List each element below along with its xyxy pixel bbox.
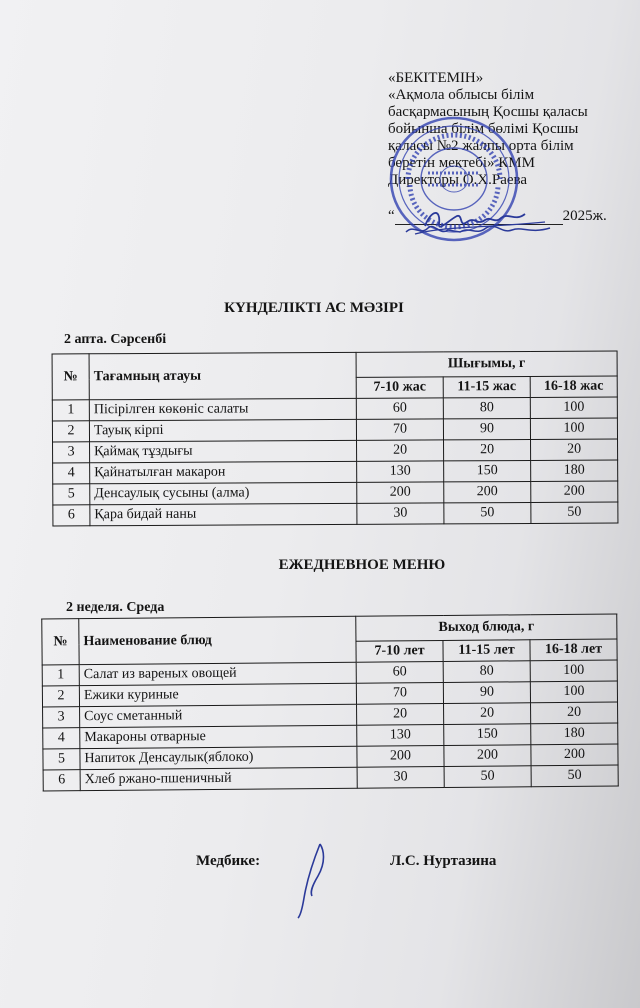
- column-header-num: №: [52, 354, 89, 400]
- menu-subtitle-kz: 2 апта. Сәрсенбі: [64, 332, 167, 347]
- approval-line: бойынша білім бөлімі Қосшы: [388, 121, 579, 137]
- dish-name: Денсаулық сусыны (алма): [90, 482, 357, 504]
- portion-value: 20: [444, 439, 531, 460]
- column-header-age: 16-18 лет: [530, 639, 617, 661]
- date-year: 2025ж.: [562, 208, 607, 224]
- row-number: 1: [52, 400, 89, 421]
- row-number: 3: [43, 707, 80, 728]
- portion-value: 20: [444, 703, 531, 725]
- table-row: [52, 418, 617, 442]
- dish-name: Қара бидай наны: [90, 503, 357, 525]
- portion-value: 200: [357, 746, 444, 768]
- row-number: 3: [53, 442, 90, 463]
- approval-date-line: [388, 208, 628, 225]
- column-header-name: Наименование блюд: [79, 616, 356, 664]
- portion-value: 130: [357, 725, 444, 747]
- row-number: 5: [53, 484, 90, 505]
- portion-value: 100: [530, 660, 617, 682]
- menu-title-ru: ЕЖЕДНЕВНОЕ МЕНЮ: [278, 557, 446, 573]
- portion-value: 100: [530, 418, 617, 439]
- approval-line: Директоры О.Х.Раева: [388, 172, 528, 188]
- portion-value: 100: [530, 681, 617, 703]
- portion-value: 90: [443, 418, 530, 439]
- dish-name: Салат из вареных овощей: [79, 662, 356, 685]
- portion-value: 20: [531, 439, 618, 460]
- portion-value: 30: [357, 767, 444, 789]
- dish-name: Қайнатылған макарон: [90, 461, 357, 483]
- portion-value: 20: [531, 702, 618, 724]
- column-header-age: 7-10 лет: [356, 641, 443, 663]
- dish-name: Соус сметанный: [80, 704, 357, 727]
- approval-block: [388, 70, 628, 225]
- portion-value: 50: [444, 766, 531, 788]
- approval-line: беретін мектебі» КММ: [388, 155, 535, 171]
- row-number: 5: [43, 749, 80, 770]
- nurse-label: Медбике:: [196, 853, 261, 869]
- column-header-name: Тағамның атауы: [89, 352, 356, 399]
- portion-value: 50: [531, 765, 618, 787]
- column-header-age: 16-18 жас: [530, 376, 617, 397]
- portion-value: 180: [531, 460, 618, 481]
- portion-value: 60: [356, 398, 443, 419]
- nurse-name: Л.С. Нуртазина: [390, 853, 497, 869]
- menu-subtitle-ru: 2 неделя. Среда: [66, 600, 165, 615]
- column-header-yield: Шығымы, г: [356, 351, 617, 377]
- dish-name: Ежики куриные: [79, 683, 356, 706]
- portion-value: 80: [443, 661, 530, 683]
- column-header-age: 11-15 лет: [443, 640, 530, 662]
- dish-name: Пісірілген көкөніс салаты: [89, 398, 356, 420]
- portion-value: 50: [531, 502, 618, 523]
- row-number: 4: [53, 463, 90, 484]
- column-header-age: 7-10 жас: [356, 377, 443, 398]
- approval-line: басқармасының Қосшы қаласы: [388, 104, 588, 120]
- dish-name: Хлеб ржано-пшеничный: [80, 767, 357, 790]
- portion-value: 200: [444, 481, 531, 502]
- dish-name: Тауық кірпі: [89, 419, 356, 441]
- dish-name: Макароны отварные: [80, 725, 357, 748]
- approval-line: «Ақмола облысы білім: [388, 87, 535, 103]
- row-number: 2: [52, 421, 89, 442]
- portion-value: 20: [357, 440, 444, 461]
- portion-value: 30: [357, 503, 444, 524]
- portion-value: 200: [531, 744, 618, 766]
- portion-value: 200: [444, 745, 531, 767]
- dish-name: Қаймақ тұздығы: [90, 440, 357, 462]
- menu-title-kz: КҮНДЕЛІКТІ АС МӘЗІРІ: [224, 300, 404, 316]
- menu-table-ru: [41, 613, 618, 791]
- row-number: 1: [42, 665, 79, 686]
- portion-value: 130: [357, 461, 444, 482]
- date-blank: [395, 210, 563, 225]
- table-row: [52, 397, 617, 421]
- portion-value: 50: [444, 502, 531, 523]
- portion-value: 200: [357, 482, 444, 503]
- portion-value: 20: [357, 704, 444, 726]
- approval-line: қаласы №2 жалпы орта білім: [388, 138, 574, 154]
- table-row: [53, 460, 618, 484]
- portion-value: 180: [531, 723, 618, 745]
- table-row: [53, 502, 618, 526]
- row-number: 2: [42, 686, 79, 707]
- portion-value: 80: [443, 397, 530, 418]
- approval-heading: «БЕКІТЕМІН»: [388, 70, 484, 86]
- row-number: 6: [43, 770, 80, 791]
- portion-value: 70: [356, 419, 443, 440]
- table-header-row: [52, 351, 617, 379]
- portion-value: 100: [530, 397, 617, 418]
- table-row: [43, 765, 618, 791]
- portion-value: 70: [356, 683, 443, 705]
- menu-table-kz: [52, 351, 619, 527]
- table-row: [53, 439, 618, 463]
- portion-value: 200: [531, 481, 618, 502]
- dish-name: Напиток Денсаулык(яблоко): [80, 746, 357, 769]
- portion-value: 150: [444, 460, 531, 481]
- date-quote: “: [388, 208, 395, 224]
- column-header-age: 11-15 жас: [443, 376, 530, 397]
- portion-value: 150: [444, 724, 531, 746]
- table-row: [53, 481, 618, 505]
- nurse-signature: [290, 840, 340, 920]
- portion-value: 90: [443, 682, 530, 704]
- column-header-yield: Выход блюда, г: [356, 614, 617, 641]
- portion-value: 60: [356, 662, 443, 684]
- row-number: 4: [43, 728, 80, 749]
- row-number: 6: [53, 505, 90, 526]
- column-header-num: №: [42, 619, 79, 665]
